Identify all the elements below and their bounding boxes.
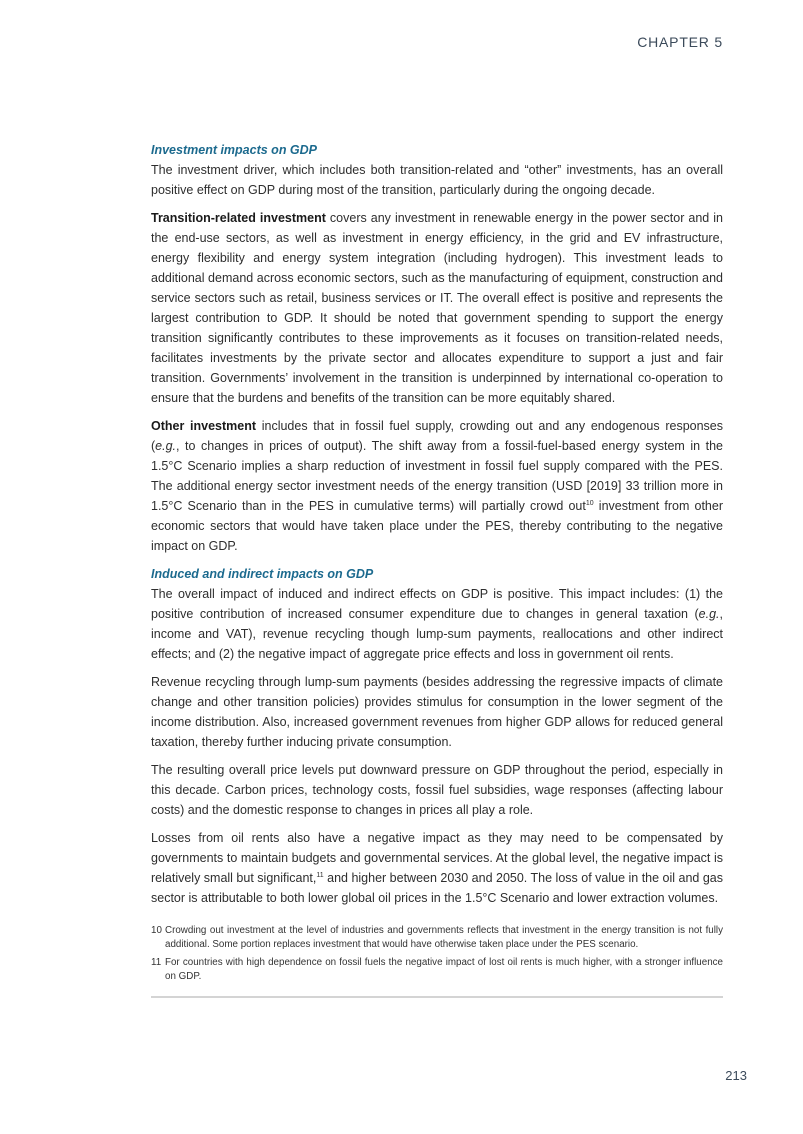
section-heading-investment: Investment impacts on GDP [151, 143, 318, 157]
bold-term: Transition-related investment [151, 211, 326, 225]
paragraph: The overall impact of induced and indirect effects on GDP is positive. This impact includes: (1) the positive contribution of increased consumer expenditure due to changes in general taxation (e.g., income and VAT), revenue recycling though lump-sum payments, reallocations and other indirect effects; and (2) the negative impact of aggregate price effects and loss in government oil rents. [151, 587, 723, 661]
section-heading-induced: Induced and indirect impacts on GDP [151, 567, 374, 581]
chapter-label: CHAPTER 5 [637, 34, 723, 50]
footnote-number: 11 [151, 957, 162, 968]
footnote-ref[interactable]: 11 [316, 872, 324, 879]
footnote-text: Crowding out investment at the level of industries and governments reflects that investment in the energy transition is not fully additional. Some portion replaces investment that would have otherwise taken place under the PES scenario. [165, 925, 723, 950]
footnotes [151, 924, 723, 998]
footnote-number: 10 [151, 925, 162, 936]
footnote-text: For countries with high dependence on fossil fuels the negative impact of lost oil rents is much higher, with a stronger influence on GDP. [165, 957, 723, 982]
paragraph: Losses from oil rents also have a negative impact as they may need to be compensated by governments to maintain budgets and governmental services. At the global level, the negative impact is relatively small but significant,$^{11}$ and higher between 2030 and 2050. The loss of value in the oil and gas sector is attributable to both lower global oil prices in the 1.5°C Scenario and lower extraction volumes. [151, 831, 724, 905]
footnote-ref[interactable]: 10 [585, 500, 594, 507]
paragraph: Revenue recycling through lump-sum payments (besides addressing the regressive impacts of climate change and other transition policies) provides stimulus for consumption in the lower segment of the income distribution. Also, increased government revenues from higher GDP allows for reduced general taxation, thereby further inducing private consumption. [151, 675, 723, 749]
footnote [151, 924, 723, 952]
page-number: 213 [725, 1068, 747, 1083]
bold-term: Other investment [151, 419, 257, 433]
paragraph: Other investment includes that in fossil fuel supply, crowding out and any endogenous responses (e.g., to changes in prices of output). The shift away from a fossil-fuel-based energy system in the 1.5°C Scenario implies a sharp reduction of investment in fossil fuel supply compared with the PES. The additional energy sector investment needs of the energy transition (USD [2019] 33 trillion more in 1.5°C Scenario than in the PES in cumulative terms) will partially crowd out$^{10}$ investment from other economic sectors that would have taken place under the PES, thereby contributing to the negative impact on GDP. [151, 419, 723, 553]
paragraph: The investment driver, which includes both transition-related and “other” investments, has an overall positive effect on GDP during most of the transition, particularly during the ongoing decade. [151, 163, 723, 197]
paragraph: The resulting overall price levels put downward pressure on GDP throughout the period, especially in this decade. Carbon prices, technology costs, fossil fuel subsidies, wage responses (affecting labour costs) and the domestic response to changes in prices all play a role. [151, 763, 723, 817]
page-body [151, 140, 723, 998]
paragraph: Transition-related investment covers any investment in renewable energy in the power sector and in the end-use sectors, as well as investment in energy efficiency, in the grid and EV infrastructure, energy flexibility and energy system integration (including hydrogen). This investment leads to additional demand across economic sectors, such as the manufacturing of equipment, construction and service sectors such as retail, business services or IT. The overall effect is positive and represents the largest contribution to GDP. It should be noted that government spending to support the energy transition significantly contributes to these improvements as it focuses on transition-related needs, facilitates investments by the private sector and allocates expenditure to support a just and fair transition. Governments’ involvement in the transition is underpinned by international co-operation to ensure that the burdens and benefits of the transition can be more equitably shared. [151, 211, 723, 405]
footnote [151, 956, 723, 984]
footnote-divider [151, 996, 723, 998]
